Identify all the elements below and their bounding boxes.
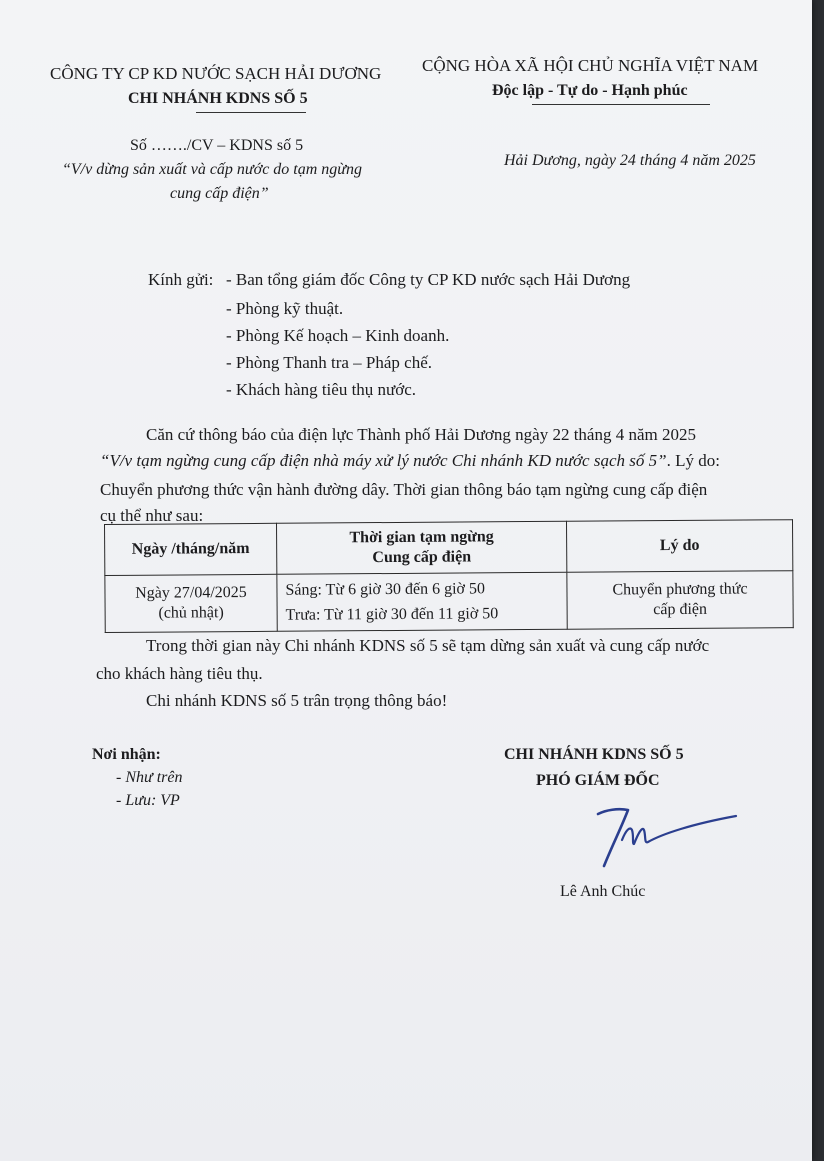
- recipient-item: - Phòng Thanh tra – Pháp chế.: [226, 353, 433, 372]
- cell-date-line-2: (chủ nhật): [158, 604, 224, 622]
- header-reason-label: Lý do: [659, 536, 700, 555]
- paragraph-1-line-2: [100, 451, 720, 471]
- cell-reason-line-2: cấp điện: [653, 600, 708, 619]
- header-time: [276, 521, 566, 574]
- cell-time: [277, 572, 567, 631]
- paragraph-1-line-4: cụ thể như sau:: [100, 506, 204, 525]
- recipients-footer-item: - Lưu: VP: [116, 792, 180, 809]
- branch-name: CHI NHÁNH KDNS SỐ 5: [128, 90, 308, 107]
- paragraph-1-line-3: Chuyển phương thức vận hành đường dây. Thời gian thông báo tạm ngừng cung cấp điện: [100, 480, 708, 499]
- paragraph-1-line-1: Căn cứ thông báo của điện lực Thành phố Hải Dương ngày 22 tháng 4 năm 2025: [146, 425, 696, 444]
- greeting-label: Kính gửi:: [148, 270, 214, 289]
- table-row: [105, 571, 793, 633]
- recipient-item: - Phòng kỹ thuật.: [226, 299, 344, 318]
- cell-time-morning: Sáng: Từ 6 giờ 30 đến 6 giờ 50: [285, 580, 486, 599]
- paragraph-2-line-2: cho khách hàng tiêu thụ.: [96, 664, 263, 683]
- cell-reason: [567, 571, 793, 630]
- nation-name: CỘNG HÒA XÃ HỘI CHỦ NGHĨA VIỆT NAM: [422, 56, 759, 75]
- outage-schedule-table: [104, 519, 794, 633]
- signature-branch: CHI NHÁNH KDNS SỐ 5: [504, 746, 684, 763]
- paragraph-2-line-1: Trong thời gian này Chi nhánh KDNS số 5 sẽ tạm dừng sản xuất và cung cấp nước: [146, 636, 710, 655]
- recipients-label: Nơi nhận:: [92, 746, 161, 763]
- motto-underline: [532, 104, 710, 105]
- signature-title: PHÓ GIÁM ĐỐC: [536, 772, 660, 789]
- cell-date-line-1: Ngày 27/04/2025: [135, 584, 247, 602]
- cell-reason-line-1: Chuyển phương thức: [612, 580, 748, 599]
- header-reason: [566, 520, 792, 573]
- closing-paragraph: Chi nhánh KDNS số 5 trân trọng thông báo!: [146, 691, 448, 710]
- subject-line-1: “V/v dừng sản xuất và cấp nước do tạm ngừng: [62, 161, 363, 178]
- recipient-item: - Khách hàng tiêu thụ nước.: [226, 380, 417, 399]
- subject-line-2: cung cấp điện”: [170, 185, 269, 202]
- reason-lead: . Lý do:: [666, 451, 720, 470]
- company-name: CÔNG TY CP KD NƯỚC SẠCH HẢI DƯƠNG: [50, 64, 382, 83]
- national-motto: Độc lập - Tự do - Hạnh phúc: [492, 82, 688, 99]
- handwritten-signature: [592, 800, 742, 872]
- recipients-footer-item: - Như trên: [116, 769, 183, 786]
- recipient-item: - Ban tổng giám đốc Công ty CP KD nước sạch Hải Dương: [226, 270, 631, 289]
- table-header-row: [105, 520, 793, 576]
- cell-date: [105, 574, 277, 632]
- signer-name: Lê Anh Chúc: [560, 883, 646, 900]
- header-time-line-1: Thời gian tạm ngừng: [349, 528, 494, 547]
- place-and-date: Hải Dương, ngày 24 tháng 4 năm 2025: [504, 152, 756, 169]
- recipient-item: - Phòng Kế hoạch – Kinh doanh.: [226, 326, 450, 345]
- header-date: [105, 523, 277, 575]
- branch-underline: [196, 112, 306, 113]
- cell-time-noon: Trưa: Từ 11 giờ 30 đến 11 giờ 50: [285, 605, 499, 624]
- notice-subject-quote: “V/v tạm ngừng cung cấp điện nhà máy xử lý nước Chi nhánh KD nước sạch số 5”: [100, 451, 667, 470]
- header-time-line-2: Cung cấp điện: [372, 548, 472, 567]
- header-date-label: Ngày /tháng/năm: [131, 539, 250, 558]
- document-number: Số ……./CV – KDNS số 5: [130, 137, 304, 154]
